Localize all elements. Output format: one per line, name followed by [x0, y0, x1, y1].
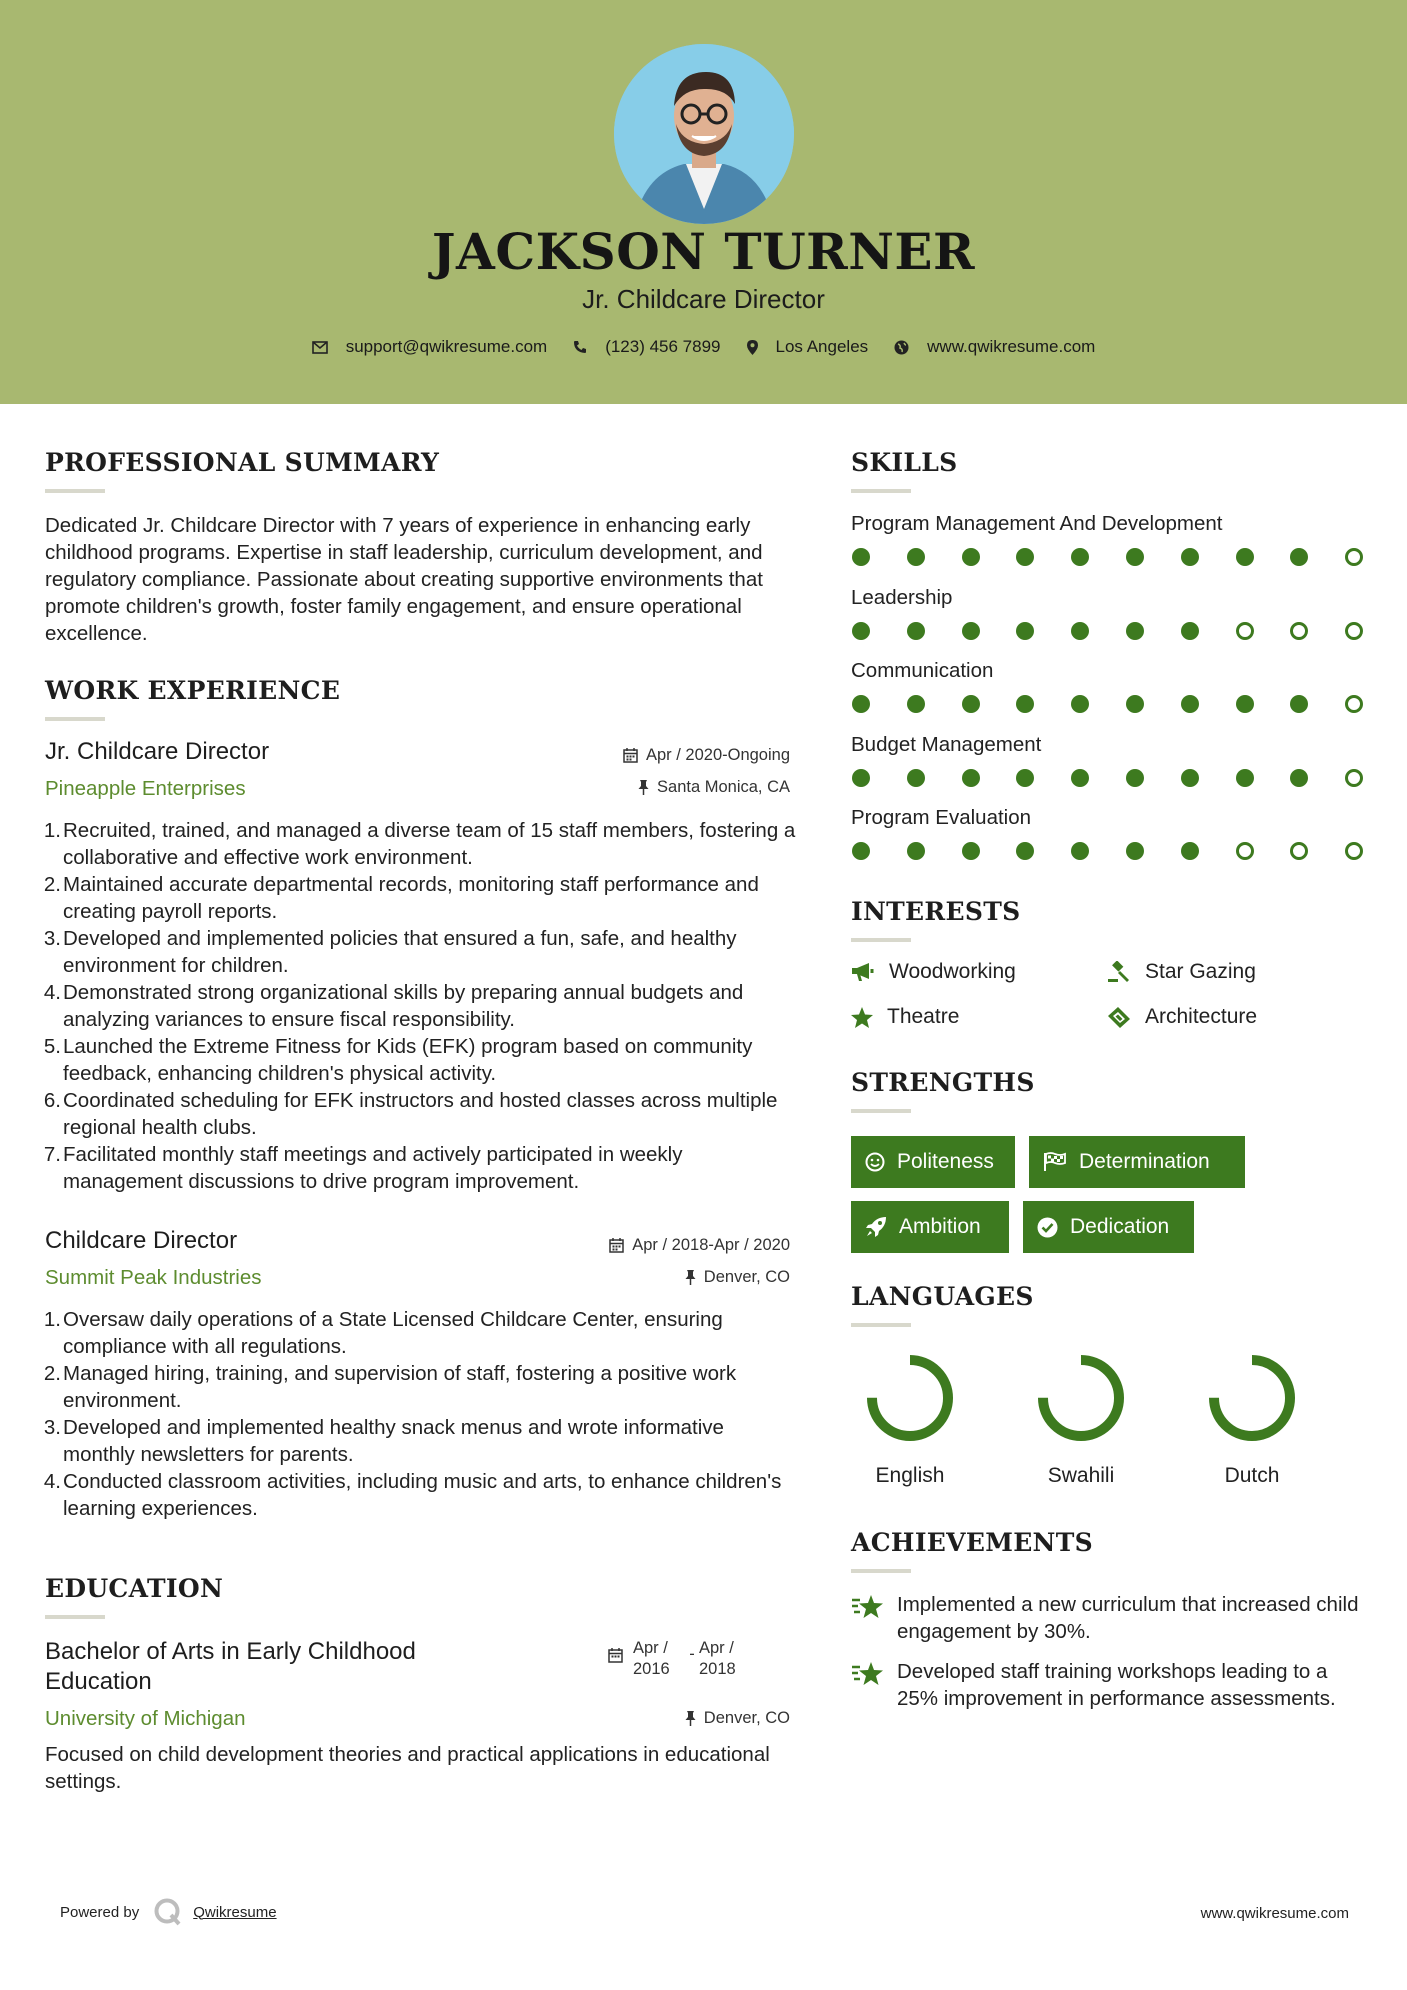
award-star-icon	[851, 1660, 885, 1688]
rating-dot-filled	[907, 695, 925, 713]
strength-badge: Politeness	[851, 1136, 1015, 1188]
rating-dot-empty	[1345, 842, 1363, 860]
rating-dot-filled	[1071, 842, 1089, 860]
rating-dot-empty	[1345, 769, 1363, 787]
rating-dot-filled	[907, 548, 925, 566]
job-location: Santa Monica, CA	[540, 778, 790, 797]
rating-dot-filled	[1236, 695, 1254, 713]
skill-name: Program Management And Development	[851, 512, 1223, 535]
rating-dot-filled	[852, 548, 870, 566]
gavel-icon	[1107, 961, 1131, 983]
job-bullets	[45, 817, 800, 1195]
rating-dot-filled	[1181, 769, 1199, 787]
education-heading: EDUCATION	[45, 1574, 224, 1603]
list-item: 3. Developed and implemented policies that ensured a fun, safe, and healthy environment for children.	[43, 927, 737, 977]
rating-dot-filled	[907, 622, 925, 640]
skill-rating	[852, 695, 1364, 715]
contact-location	[747, 337, 869, 357]
school-name: University of Michigan	[45, 1707, 246, 1730]
rating-dot-filled	[1016, 769, 1034, 787]
job-bullets	[45, 1306, 800, 1522]
interests-rule	[851, 938, 911, 942]
rating-dot-filled	[907, 769, 925, 787]
list-item: 4. Conducted classroom activities, including music and arts, to enhance children's learning experiences.	[43, 1470, 782, 1520]
footer-website[interactable]: www.qwikresume.com	[1200, 1905, 1349, 1922]
map-marker-icon	[747, 340, 758, 355]
language-name: Swahili	[1047, 1464, 1115, 1487]
calendar-icon	[609, 1238, 624, 1253]
website-text: www.qwikresume.com	[927, 337, 1096, 356]
list-item: 6. Coordinated scheduling for EFK instructors and hosted classes across multiple regional health clubs.	[43, 1089, 778, 1139]
rating-dot-filled	[1126, 695, 1144, 713]
strength-badge: Ambition	[851, 1201, 1009, 1253]
summary-text: Dedicated Jr. Childcare Director with 7 years of experience in enhancing early childhood programs. Expertise in staff leadership, curriculum development, and regulatory compliance. Passionate about creating supportive environments that promote children's growth, foster family engagement, and ensure operational excellence.	[45, 514, 763, 645]
candidate-role: Jr. Childcare Director	[582, 284, 825, 314]
rating-dot-filled	[1016, 695, 1034, 713]
interest-item: Star Gazing	[1107, 960, 1256, 984]
rating-dot-filled	[907, 842, 925, 860]
rating-dot-empty	[1345, 622, 1363, 640]
education-rule	[45, 1615, 105, 1619]
skill-name: Leadership	[851, 585, 953, 609]
achievements-heading: ACHIEVEMENTS	[851, 1528, 1093, 1557]
rating-dot-filled	[1126, 842, 1144, 860]
envelope-icon	[312, 341, 328, 354]
skill-name: Communication	[851, 659, 994, 682]
award-star-icon	[851, 1593, 885, 1621]
rating-dot-filled	[1181, 548, 1199, 566]
rating-dot-filled	[1016, 548, 1034, 566]
check-circle-icon	[1037, 1217, 1058, 1238]
list-item: 2. Maintained accurate departmental records, monitoring staff performance and creating payroll reports.	[43, 873, 759, 923]
email-text: support@qwikresume.com	[345, 337, 548, 356]
language-gauge	[1204, 1350, 1300, 1446]
qwikresume-link[interactable]: Qwikresume	[193, 1903, 277, 1921]
rating-dot-empty	[1290, 842, 1308, 860]
rating-dot-filled	[1290, 769, 1308, 787]
education-description: Focused on child development theories and practical applications in educational settings.	[45, 1743, 770, 1793]
resume-header	[0, 0, 1407, 404]
language-level-arc	[1043, 1360, 1119, 1436]
pin-icon	[638, 780, 649, 795]
rating-dot-filled	[1071, 548, 1089, 566]
rating-dot-filled	[1126, 622, 1144, 640]
achievement-item: Developed staff training workshops leading to a 25% improvement in performance assessments.	[851, 1658, 1371, 1712]
interest-item: Woodworking	[851, 960, 1016, 984]
profile-photo	[614, 44, 794, 224]
list-item: 2. Managed hiring, training, and supervision of staff, fostering a positive work environment.	[43, 1362, 737, 1412]
phone-icon	[573, 340, 587, 354]
summary-heading: PROFESSIONAL SUMMARY	[45, 448, 440, 477]
strengths-heading: STRENGTHS	[851, 1068, 1035, 1097]
achievements-rule	[851, 1569, 911, 1573]
strength-badge: Determination	[1029, 1136, 1245, 1188]
location-text: Los Angeles	[775, 337, 869, 356]
skills-rule	[851, 489, 911, 493]
rating-dot-empty	[1236, 622, 1254, 640]
smile-icon	[865, 1152, 885, 1172]
calendar-icon	[608, 1648, 623, 1663]
pin-icon	[685, 1270, 696, 1285]
language-level-arc	[1214, 1360, 1290, 1436]
rating-dot-filled	[1181, 842, 1199, 860]
strength-badge: Dedication	[1023, 1201, 1194, 1253]
rating-dot-empty	[1345, 695, 1363, 713]
pin-icon	[685, 1711, 696, 1726]
globe-icon	[894, 340, 909, 355]
list-item: 4. Demonstrated strong organizational skills by preparing annual budgets and analyzing variances to ensure fiscal responsibility.	[43, 981, 744, 1031]
skill-rating	[852, 769, 1364, 789]
rating-dot-filled	[1126, 548, 1144, 566]
strengths-rule	[851, 1109, 911, 1113]
candidate-name: JACKSON TURNER	[431, 222, 976, 281]
job-location: Denver, CO	[540, 1268, 790, 1287]
languages-heading: LANGUAGES	[851, 1282, 1034, 1311]
rating-dot-filled	[962, 769, 980, 787]
list-item: 3. Developed and implemented healthy snack menus and wrote informative monthly newsletters for parents.	[43, 1416, 724, 1466]
skill-name: Budget Management	[851, 732, 1042, 756]
rating-dot-filled	[1016, 842, 1034, 860]
rating-dot-filled	[852, 695, 870, 713]
rating-dot-filled	[1236, 548, 1254, 566]
footer-powered-by: Powered by Qwikresume	[60, 1897, 277, 1927]
contact-website[interactable]	[894, 337, 1095, 357]
job-date: Apr / 2020-Ongoing	[540, 746, 790, 765]
rating-dot-filled	[1236, 769, 1254, 787]
degree-title: Bachelor of Arts in Early Childhood Education	[45, 1638, 416, 1695]
rating-dot-empty	[1290, 622, 1308, 640]
rating-dot-empty	[1345, 548, 1363, 566]
rating-dot-filled	[1290, 695, 1308, 713]
education-dates: Apr / 2016 - Apr / 2018	[608, 1638, 751, 1680]
language-gauge	[1033, 1350, 1129, 1446]
education-end: Apr / 2018	[699, 1639, 736, 1678]
interest-item: Architecture	[1107, 1005, 1257, 1029]
rating-dot-filled	[1071, 769, 1089, 787]
list-item: 1. Oversaw daily operations of a State Licensed Childcare Center, ensuring compliance with all regulations.	[43, 1308, 723, 1358]
language-item	[1021, 1350, 1141, 1488]
skill-name: Program Evaluation	[851, 806, 1032, 829]
experience-rule	[45, 717, 105, 721]
rating-dot-filled	[852, 622, 870, 640]
bullhorn-icon	[851, 962, 875, 982]
rating-dot-filled	[1016, 622, 1034, 640]
job-title: Jr. Childcare Director	[45, 738, 270, 765]
rating-dot-filled	[1290, 548, 1308, 566]
contact-email[interactable]	[312, 337, 548, 357]
summary-rule	[45, 489, 105, 493]
rating-dot-filled	[1071, 622, 1089, 640]
job-date: Apr / 2018-Apr / 2020	[540, 1236, 790, 1255]
rating-dot-filled	[962, 622, 980, 640]
rating-dot-filled	[852, 769, 870, 787]
language-gauge	[862, 1350, 958, 1446]
skill-rating	[852, 548, 1364, 568]
job-title: Childcare Director	[45, 1227, 238, 1254]
list-item: 5. Launched the Extreme Fitness for Kids (EFK) program based on community feedback, enhancing children's physical activity.	[43, 1035, 753, 1085]
ticket-icon	[1107, 1006, 1131, 1028]
language-item	[850, 1350, 970, 1488]
phone-text: (123) 456 7899	[605, 337, 721, 356]
calendar-icon	[623, 748, 638, 763]
list-item: 1. Recruited, trained, and managed a diverse team of 15 staff members, fostering a collaborative and effective work environment.	[43, 819, 796, 869]
contact-bar	[0, 337, 1407, 357]
rating-dot-filled	[1126, 769, 1144, 787]
experience-heading: WORK EXPERIENCE	[45, 676, 341, 705]
company-name: Pineapple Enterprises	[45, 777, 246, 800]
interests-heading: INTERESTS	[851, 897, 1021, 926]
company-name: Summit Peak Industries	[45, 1266, 262, 1289]
rating-dot-filled	[1181, 622, 1199, 640]
education-location: Denver, CO	[540, 1709, 790, 1728]
skill-rating	[852, 842, 1364, 862]
rating-dot-filled	[962, 548, 980, 566]
languages-rule	[851, 1323, 911, 1327]
rating-dot-filled	[1181, 695, 1199, 713]
qwikresume-logo-icon	[153, 1897, 183, 1927]
rating-dot-filled	[852, 842, 870, 860]
star-icon	[851, 1007, 873, 1028]
language-name: English	[875, 1464, 945, 1487]
education-start: Apr / 2016	[633, 1639, 670, 1678]
rating-dot-filled	[1071, 695, 1089, 713]
achievement-item: Implemented a new curriculum that increased child engagement by 30%.	[851, 1591, 1371, 1645]
flag-icon	[1043, 1152, 1067, 1172]
skills-heading: SKILLS	[851, 448, 958, 477]
list-item: 7. Facilitated monthly staff meetings and actively participated in weekly management discussions to drive program improvement.	[43, 1143, 683, 1193]
rocket-icon	[865, 1216, 887, 1238]
language-name: Dutch	[1224, 1464, 1280, 1487]
rating-dot-filled	[962, 695, 980, 713]
contact-phone[interactable]	[573, 337, 720, 357]
skill-rating	[852, 622, 1364, 642]
rating-dot-empty	[1236, 842, 1254, 860]
interest-item: Theatre	[851, 1005, 959, 1029]
rating-dot-filled	[962, 842, 980, 860]
language-item	[1192, 1350, 1312, 1488]
language-level-arc	[872, 1360, 948, 1436]
